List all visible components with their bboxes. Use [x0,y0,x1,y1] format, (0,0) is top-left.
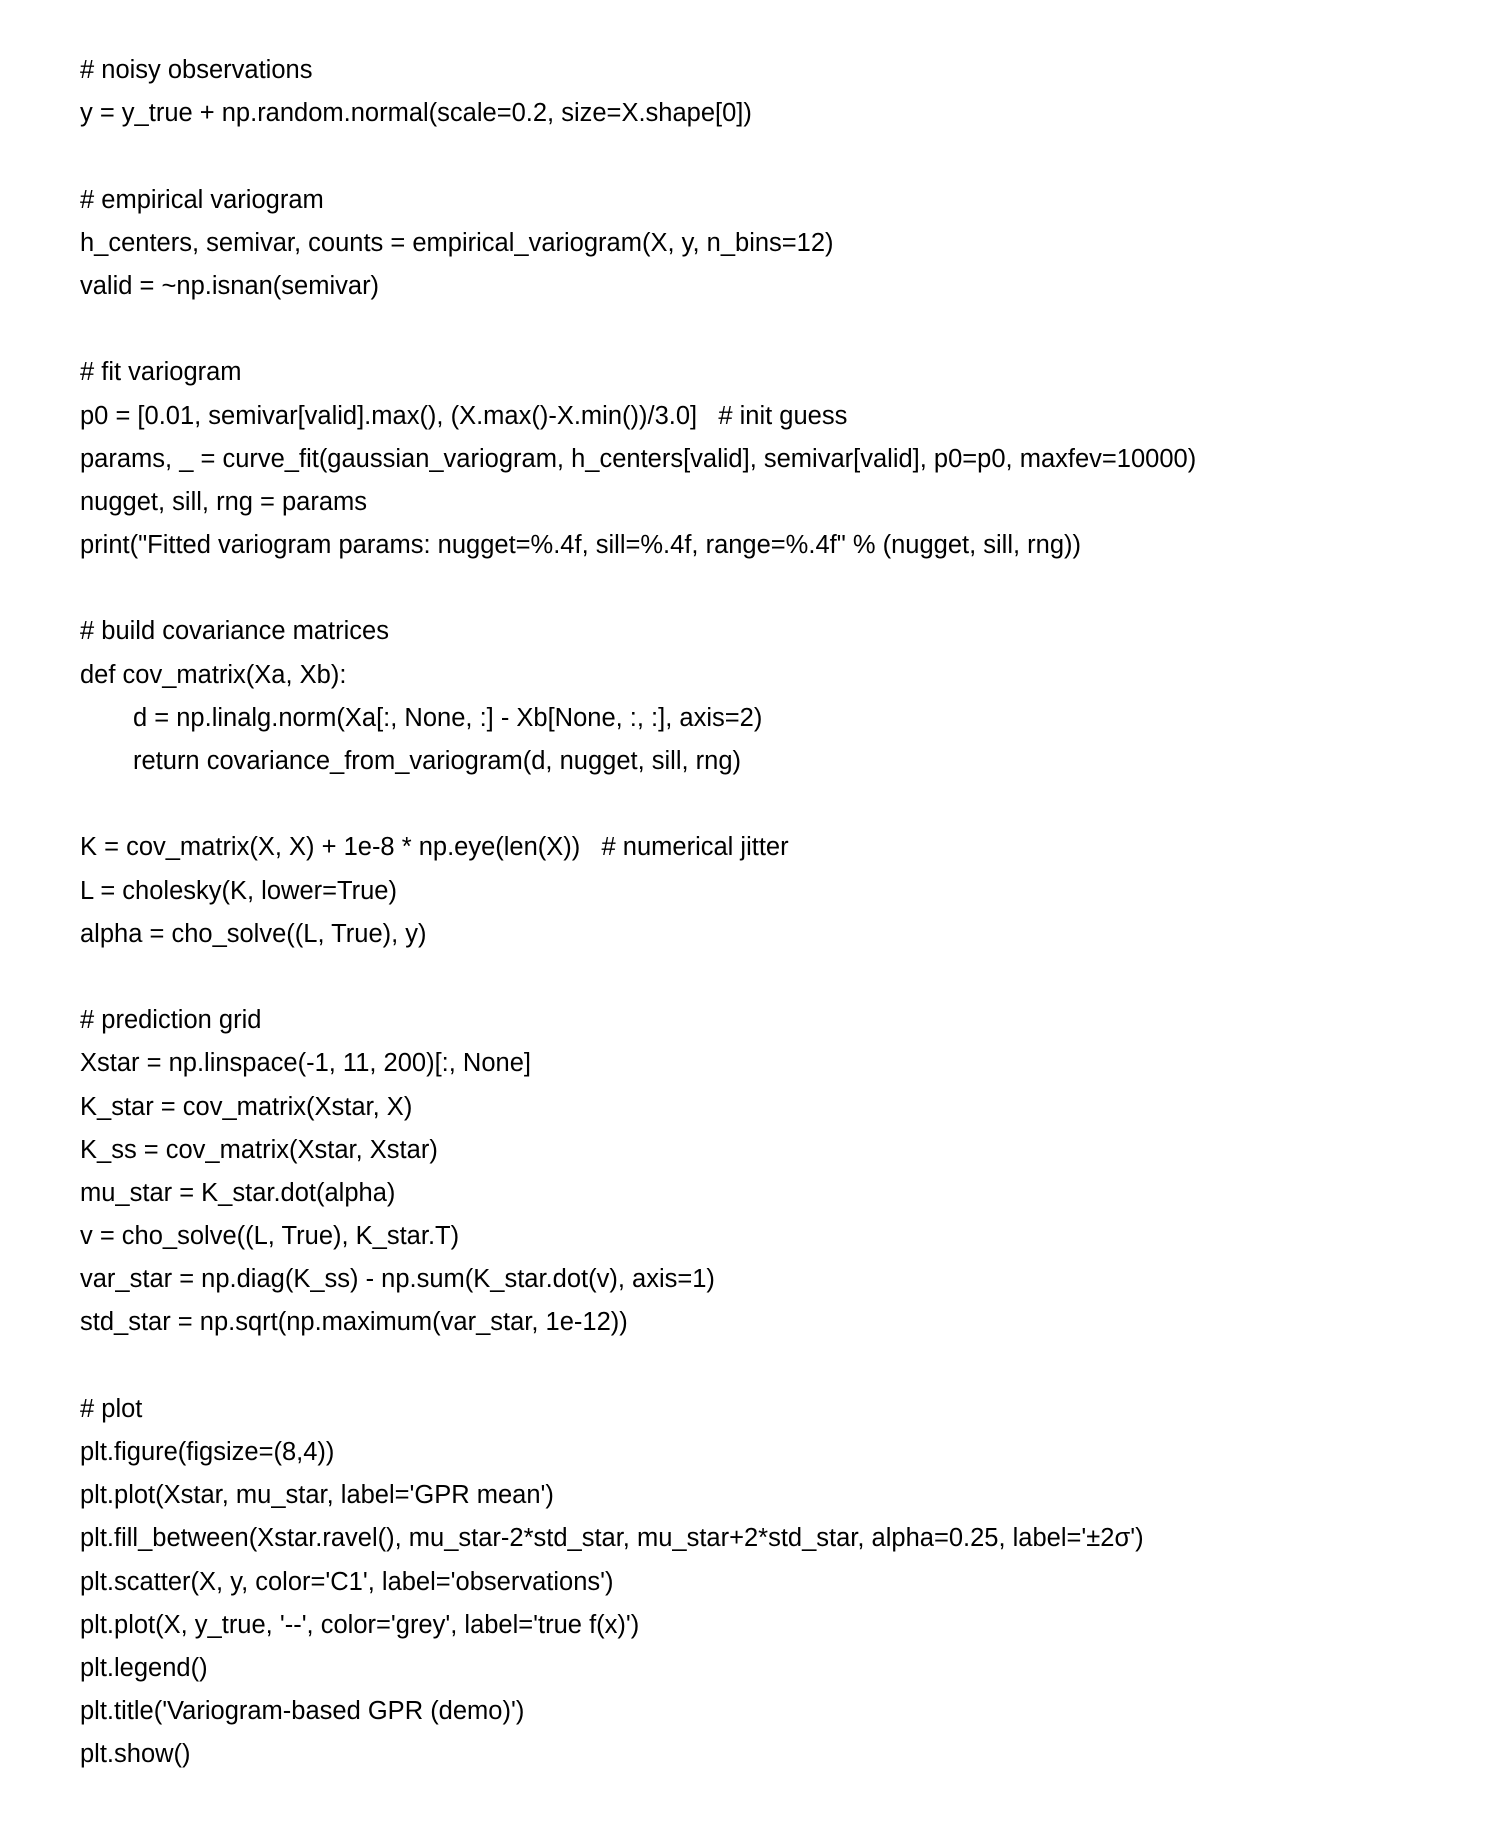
code-line-indented: d = np.linalg.norm(Xa[:, None, :] - Xb[None, :, :], axis=2) [133,703,763,732]
code-line: h_centers, semivar, counts = empirical_variogram(X, y, n_bins=12) [80,228,834,257]
code-line: y = y_true + np.random.normal(scale=0.2, size=X.shape[0]) [80,99,752,128]
blank-line [80,308,1196,351]
blank-line [80,135,1196,178]
code-line: params, _ = curve_fit(gaussian_variogram, h_centers[valid], semivar[valid], p0=p0, maxfev=10000) [80,444,1197,473]
code-line-indented: return covariance_from_variogram(d, nugget, sill, rng) [133,747,742,775]
code-line: plt.show() [80,1740,191,1769]
code-document [80,49,1196,1777]
blank-line [80,783,1196,826]
code-comment: # fit variogram [80,358,242,387]
code-line: plt.scatter(X, y, color='C1', label='observations') [80,1567,614,1596]
code-line: p0 = [0.01, semivar[valid].max(), (X.max()-X.min())/3.0] # init guess [80,401,848,430]
code-line: K_ss = cov_matrix(Xstar, Xstar) [80,1135,438,1164]
code-line: K_star = cov_matrix(Xstar, X) [80,1092,413,1121]
code-line: K = cov_matrix(X, X) + 1e-8 * np.eye(len(X)) # numerical jitter [80,833,789,862]
code-line: nugget, sill, rng = params [80,487,368,516]
code-comment: # build covariance matrices [80,617,389,646]
code-line: print("Fitted variogram params: nugget=%.4f, sill=%.4f, range=%.4f" % (nugget, sill, rng)) [80,531,1082,560]
code-line: plt.title('Variogram-based GPR (demo)') [80,1697,525,1726]
code-comment: # empirical variogram [80,185,324,214]
code-line: Xstar = np.linspace(-1, 11, 200)[:, None] [80,1049,531,1078]
code-line: plt.fill_between(Xstar.ravel(), mu_star-2*std_star, mu_star+2*std_star, alpha=0.25, label='±2σ') [80,1524,1144,1553]
code-line: alpha = cho_solve((L, True), y) [80,919,427,948]
code-line: L = cholesky(K, lower=True) [80,876,397,905]
code-line: std_star = np.sqrt(np.maximum(var_star, 1e-12)) [80,1308,628,1337]
code-line: plt.figure(figsize=(8,4)) [80,1438,335,1466]
blank-line [80,956,1196,999]
code-line: mu_star = K_star.dot(alpha) [80,1178,396,1207]
code-line: valid = ~np.isnan(semivar) [80,271,380,300]
code-comment: # plot [80,1394,143,1423]
code-line: plt.plot(Xstar, mu_star, label='GPR mean') [80,1481,554,1510]
code-comment: # noisy observations [80,56,313,84]
blank-line [80,567,1196,610]
code-line: var_star = np.diag(K_ss) - np.sum(K_star.dot(v), axis=1) [80,1265,715,1294]
code-line: v = cho_solve((L, True), K_star.T) [80,1222,460,1251]
blank-line [80,1345,1196,1388]
code-comment: # prediction grid [80,1006,262,1035]
code-line: def cov_matrix(Xa, Xb): [80,660,347,689]
code-line: plt.legend() [80,1653,208,1682]
code-line: plt.plot(X, y_true, '--', color='grey', label='true f(x)') [80,1610,640,1639]
